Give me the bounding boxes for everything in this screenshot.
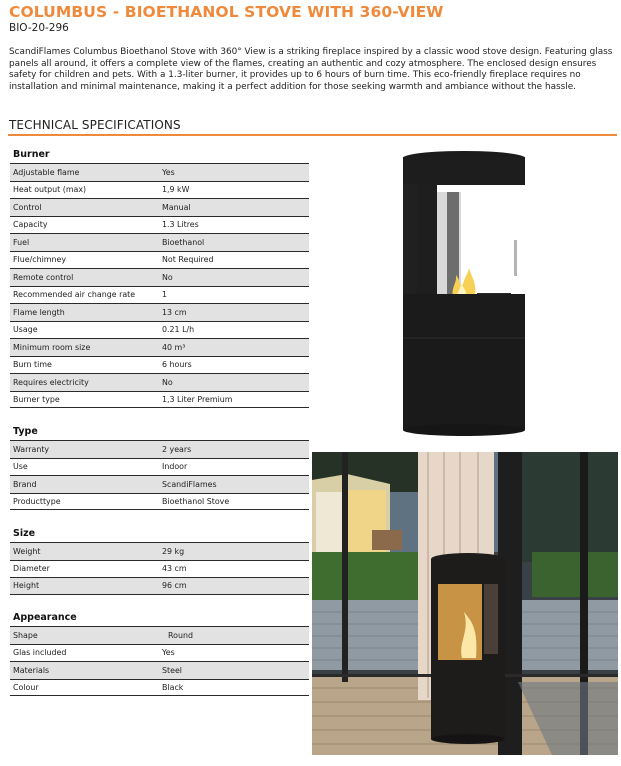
spec-label: Warranty [13, 444, 50, 454]
product-sku: BIO-20-296 [9, 22, 69, 34]
spec-group-type [10, 424, 309, 510]
spec-label: Minimum room size [13, 342, 91, 352]
spec-row [10, 458, 309, 476]
group-title: Size [13, 528, 36, 539]
spec-heading: TECHNICAL SPECIFICATIONS [9, 118, 181, 132]
product-description: ScandiFlames Columbus Bioethanol Stove with 360° View is a striking fireplace inspired by a classic wood stove design. Featuring glass panels all around, it offers a complete view of the flames, creating an authentic and cozy atmosphere. The enclosed design ensures safety for children and pets. With a 1.3-liter burner, it provides up to 6 hours of burn time. This eco-friendly fireplace requires no installation and minimal maintenance, making it a perfect addition for those seeking warmth and ambiance without the hassle. [9, 47, 613, 92]
spec-row [10, 216, 309, 234]
spec-row [10, 542, 309, 560]
spec-row [10, 661, 309, 679]
lifestyle-photo [312, 452, 618, 755]
spec-label: Weight [13, 546, 41, 556]
spec-value: Yes [162, 167, 175, 177]
spec-value: Manual [162, 202, 191, 212]
spec-value: Round [168, 630, 193, 640]
spec-row [10, 373, 309, 391]
spec-row [10, 338, 309, 356]
spec-label: Adjustable flame [13, 167, 80, 177]
spec-label: Requires electricity [13, 377, 89, 387]
lifestyle-illustration [312, 452, 618, 755]
spec-label: Shape [13, 630, 38, 640]
spec-row [10, 233, 309, 251]
spec-label: Recommended air change rate [13, 290, 136, 300]
spec-label: Glas included [13, 648, 67, 658]
spec-row [10, 303, 309, 321]
spec-label: Usage [13, 325, 38, 335]
spec-label: Diameter [13, 564, 50, 574]
group-title: Appearance [13, 612, 77, 623]
spec-label: Height [13, 581, 40, 591]
spec-value: Black [162, 682, 184, 692]
spec-row [10, 356, 309, 374]
spec-label: Materials [13, 665, 50, 675]
spec-label: Heat output (max) [13, 185, 87, 195]
spec-row [10, 268, 309, 286]
spec-heading-rule [8, 134, 617, 136]
spec-value: Yes [162, 648, 175, 658]
group-title: Burner [13, 149, 50, 160]
spec-row [10, 321, 309, 339]
group-title: Type [13, 426, 38, 437]
spec-value: 2 years [162, 444, 192, 454]
spec-value: 6 hours [162, 360, 192, 370]
spec-value: Steel [162, 665, 183, 675]
spec-row [10, 560, 309, 578]
spec-label: Colour [13, 682, 39, 692]
spec-row [10, 440, 309, 458]
spec-value: Indoor [162, 462, 188, 472]
spec-value: 0.21 L/h [162, 325, 195, 335]
spec-label: Capacity [13, 220, 48, 230]
spec-value: Bioethanol Stove [162, 496, 230, 506]
spec-label: Brand [13, 479, 37, 489]
spec-row [10, 181, 309, 199]
spec-row [10, 163, 309, 181]
spec-row [10, 251, 309, 269]
spec-value: 96 cm [162, 581, 187, 591]
spec-value: 13 cm [162, 307, 187, 317]
spec-row [10, 198, 309, 216]
spec-row [10, 626, 309, 644]
spec-value: No [162, 272, 173, 282]
spec-label: Fuel [13, 237, 30, 247]
spec-label: Remote control [13, 272, 74, 282]
spec-value: 1 [162, 290, 168, 300]
product-title: COLUMBUS - BIOETHANOL STOVE WITH 360-VIEW [9, 3, 444, 21]
spec-value: ScandiFlames [162, 479, 217, 489]
stove-illustration [395, 148, 533, 438]
spec-row [10, 493, 309, 511]
spec-row [10, 577, 309, 595]
spec-value: 1,9 kW [162, 185, 190, 195]
spec-value: 29 kg [162, 546, 185, 556]
spec-value: No [162, 377, 173, 387]
spec-label: Producttype [13, 496, 61, 506]
spec-row [10, 475, 309, 493]
spec-group-size [10, 526, 309, 595]
spec-row [10, 644, 309, 662]
spec-row [10, 679, 309, 697]
spec-label: Flue/chimney [13, 255, 66, 265]
spec-value: Not Required [162, 255, 214, 265]
spec-group-appearance [10, 610, 309, 696]
spec-group-burner [10, 147, 309, 408]
product-image [395, 148, 533, 438]
spec-label: Burn time [13, 360, 52, 370]
spec-row [10, 391, 309, 409]
spec-label: Burner type [13, 394, 60, 404]
spec-value: 43 cm [162, 564, 187, 574]
spec-label: Flame length [13, 307, 65, 317]
spec-label: Control [13, 202, 42, 212]
spec-value: 40 m³ [162, 342, 186, 352]
spec-value: 1.3 Litres [162, 220, 199, 230]
spec-value: 1,3 Liter Premium [162, 394, 233, 404]
spec-label: Use [13, 462, 28, 472]
spec-row [10, 286, 309, 304]
spec-value: Bioethanol [162, 237, 205, 247]
